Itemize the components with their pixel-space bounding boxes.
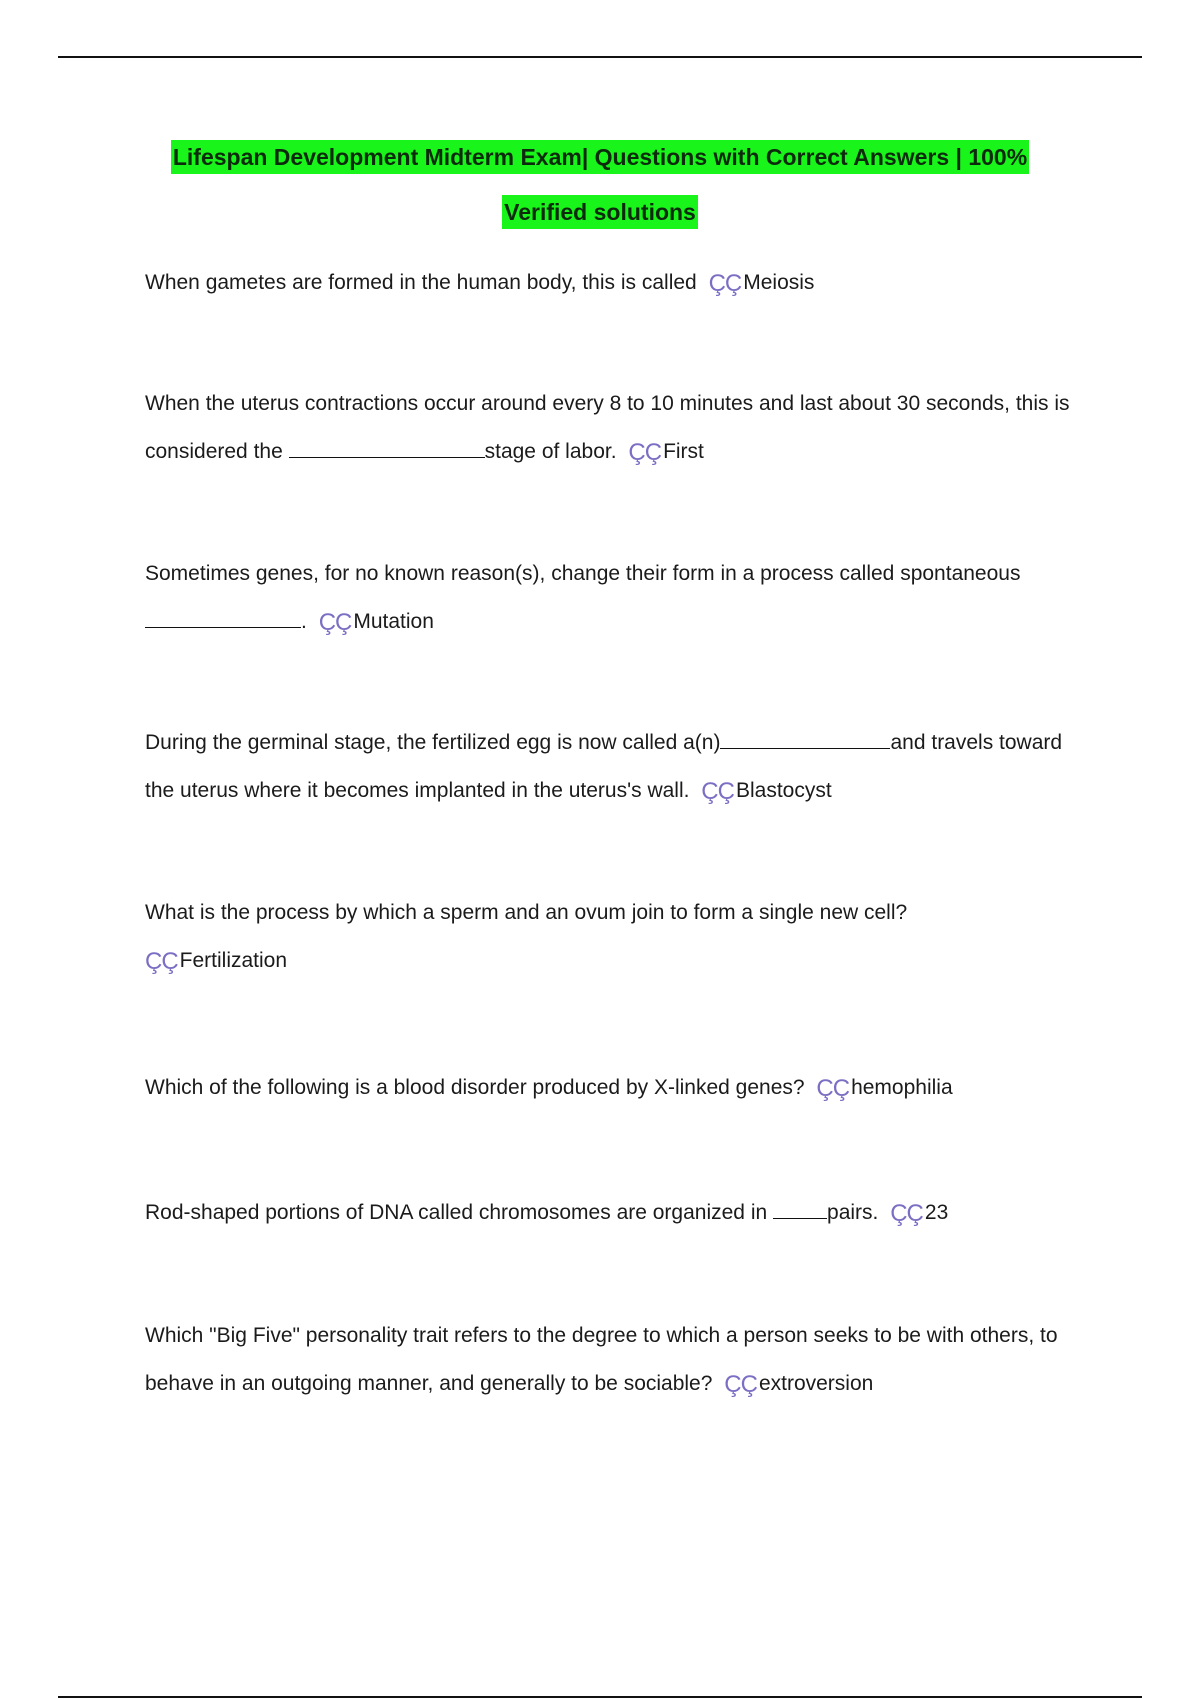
- answer-marker-icon: ÇÇ: [145, 948, 178, 975]
- question-8: [145, 1312, 1085, 1409]
- question-7: [145, 1189, 1085, 1238]
- question-text-after: stage of labor.: [484, 440, 617, 463]
- answer-text: Blastocyst: [735, 779, 832, 802]
- answer-text: extroversion: [758, 1372, 874, 1395]
- title-line-1: Lifespan Development Midterm Exam| Questions with Correct Answers | 100%: [171, 140, 1029, 174]
- answer-text: Mutation: [353, 610, 434, 633]
- answer-text: Fertilization: [179, 949, 288, 972]
- answer-text: 23: [924, 1201, 949, 1224]
- question-text: During the germinal stage, the fertilized egg is now called a(n): [145, 731, 721, 754]
- answer-blank: [720, 725, 890, 749]
- question-text-after: .: [301, 610, 307, 633]
- answer-blank: [773, 1195, 827, 1219]
- question-text: When the uterus contractions occur around every 8 to 10 minutes and last about 30 seconds, this is considered the: [145, 392, 1070, 463]
- question-text: Rod-shaped portions of DNA called chromosomes are organized in: [145, 1201, 768, 1224]
- answer-marker-icon: ÇÇ: [816, 1075, 850, 1102]
- title-line-2: Verified solutions: [502, 195, 698, 229]
- question-3: [145, 550, 1085, 647]
- question-text: What is the process by which a sperm and an ovum join to form a single new cell?: [145, 901, 908, 924]
- question-4: [145, 719, 1085, 816]
- answer-text: Meiosis: [743, 271, 815, 294]
- question-text: Which "Big Five" personality trait refers to the degree to which a person seeks to be with others, to behave in an outgoing manner, and generally to be sociable?: [145, 1324, 1058, 1395]
- question-2: [145, 380, 1085, 477]
- question-text: Sometimes genes, for no known reason(s), change their form in a process called spontaneous: [145, 562, 1021, 585]
- answer-marker-icon: ÇÇ: [708, 270, 742, 297]
- question-text: When gametes are formed in the human body, this is called: [145, 271, 697, 294]
- question-6: [145, 1064, 1085, 1113]
- question-text-after: and travels toward the uterus where it becomes implanted in the uterus's wall.: [145, 731, 1063, 802]
- answer-marker-icon: ÇÇ: [701, 778, 734, 805]
- answer-marker-icon: ÇÇ: [724, 1371, 757, 1398]
- question-text: Which of the following is a blood disorder produced by X-linked genes?: [145, 1076, 805, 1099]
- answer-marker-icon: ÇÇ: [890, 1200, 923, 1227]
- question-1: [145, 259, 1085, 308]
- bottom-rule: [58, 1696, 1142, 1698]
- answer-marker-icon: ÇÇ: [628, 439, 662, 466]
- question-5: [145, 889, 1085, 986]
- answer-text: First: [663, 440, 704, 463]
- answer-blank: [145, 604, 301, 628]
- question-text-after: pairs.: [827, 1201, 879, 1224]
- top-rule: [58, 56, 1142, 58]
- answer-text: hemophilia: [851, 1076, 953, 1099]
- answer-marker-icon: ÇÇ: [318, 609, 352, 636]
- answer-blank: [289, 434, 485, 458]
- document-title: [0, 140, 1200, 229]
